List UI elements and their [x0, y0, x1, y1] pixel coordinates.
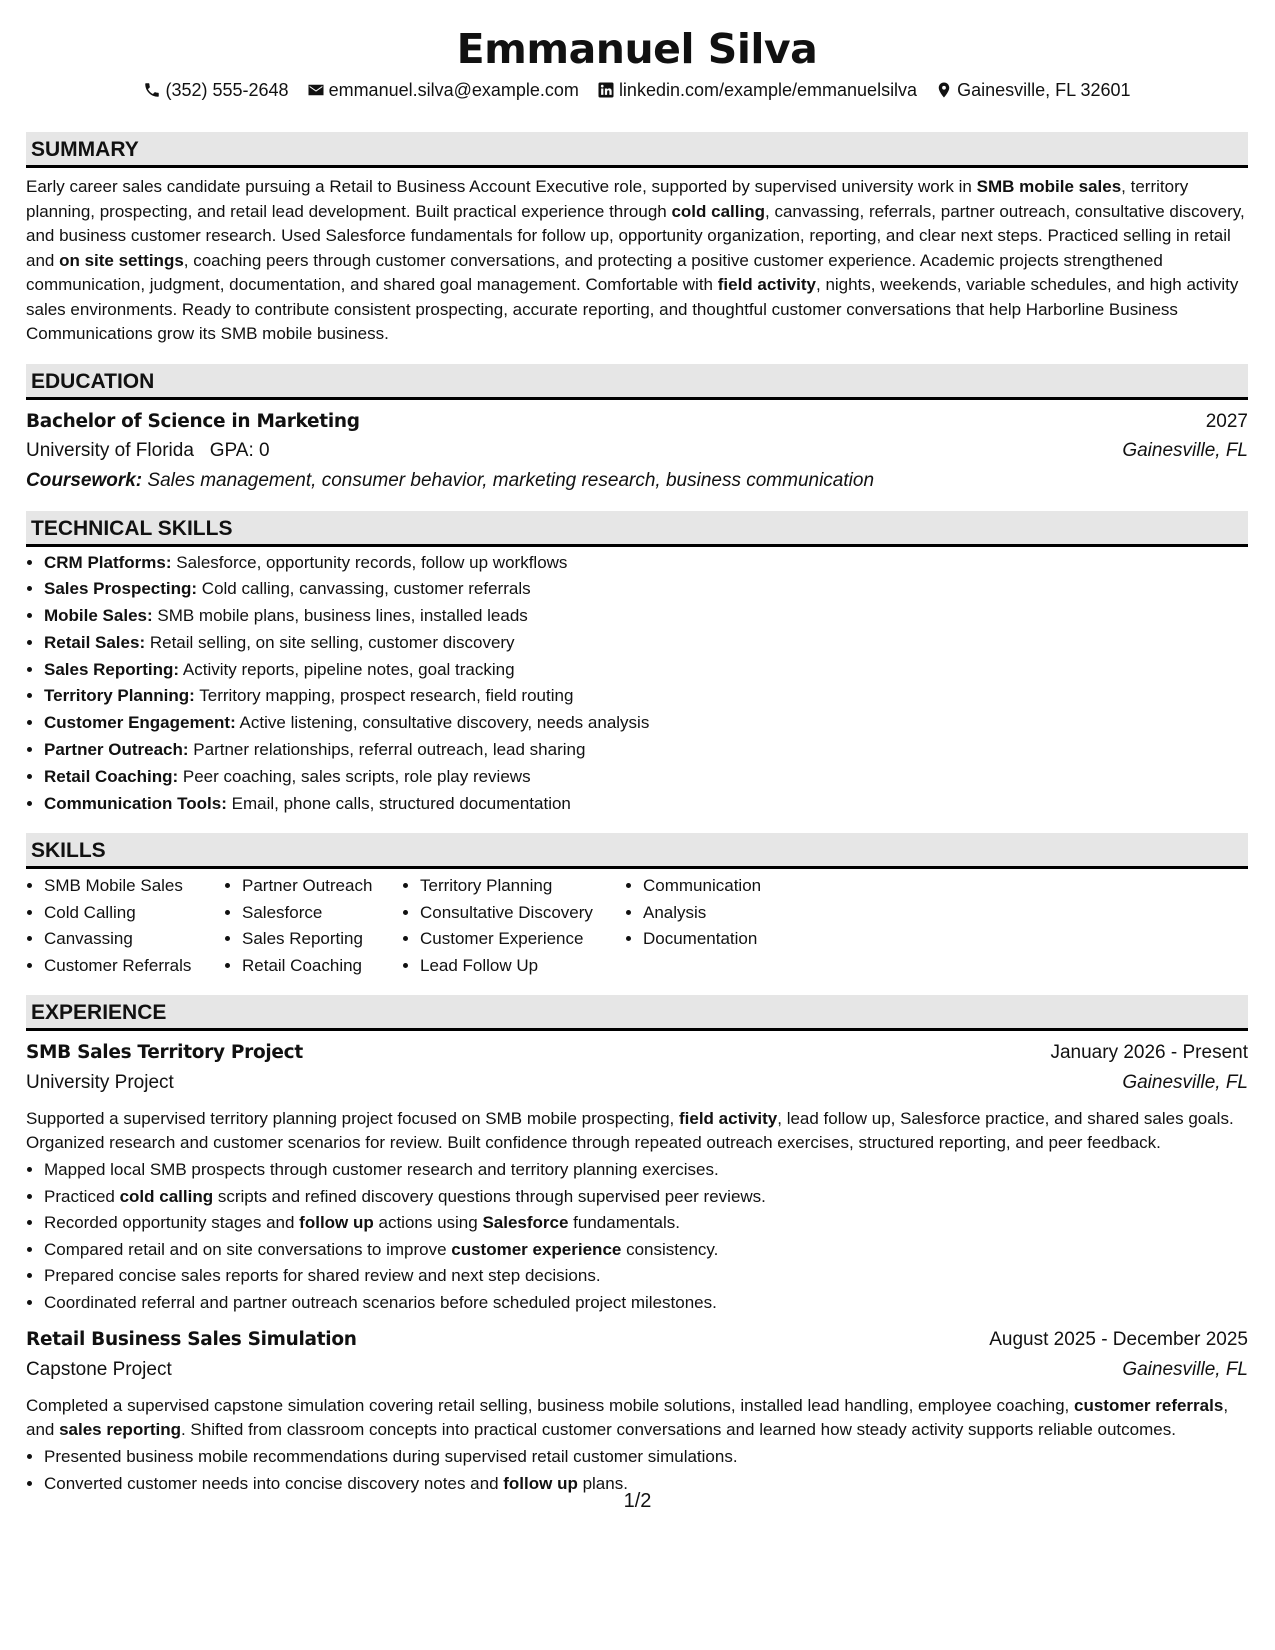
job-bullets [26, 1157, 1248, 1316]
skill-detail: Peer coaching, sales scripts, role play reviews [182, 766, 531, 786]
summary-header: SUMMARY [26, 132, 1248, 168]
skill-category: Retail Sales: [44, 632, 146, 652]
skill-category: Customer Engagement: [44, 713, 236, 733]
job-title: Retail Business Sales Simulation [26, 1329, 357, 1351]
description-emphasis: field activity [678, 1109, 778, 1129]
list-item: • Lead Follow Up [420, 953, 625, 980]
skills-grid [26, 873, 1248, 979]
experience-header: EXPERIENCE [26, 995, 1248, 1031]
skill-category: Sales Reporting: [44, 659, 180, 679]
job-row-2 [26, 1068, 1248, 1098]
email-text: emmanuel.silva@example.com [328, 80, 579, 100]
skills-column [402, 873, 625, 979]
list-item [44, 1263, 1248, 1290]
bullet-emphasis: cold calling [119, 1186, 214, 1206]
skills-column [26, 873, 224, 979]
summary-emphasis: SMB mobile sales [976, 177, 1122, 196]
job-row-1 [26, 1324, 1248, 1355]
graduation-year: 2027 [1205, 410, 1248, 432]
summary-emphasis: cold calling [671, 201, 765, 221]
skill-detail: Email, phone calls, structured documentation [231, 793, 571, 813]
skill-detail: SMB mobile plans, business lines, installed leads [157, 606, 528, 626]
skills-header: SKILLS [26, 833, 1248, 869]
skill-detail: Retail selling, on site selling, customer discovery [149, 632, 515, 652]
list-item: • Retail Coaching [242, 953, 402, 980]
linkedin-icon [597, 81, 615, 99]
list-item [44, 576, 1248, 603]
linkedin-text: linkedin.com/example/emmanuelsilva [618, 80, 918, 100]
education-header: EDUCATION [26, 364, 1248, 400]
bullet-text: Prepared concise sales reports for shared review and next step decisions. [44, 1266, 601, 1286]
list-item: • Analysis [643, 900, 823, 927]
bullet-text: fundamentals. [568, 1213, 680, 1233]
description-emphasis: sales reporting [59, 1420, 181, 1440]
job-location: Gainesville, FL [1122, 1359, 1248, 1381]
skill-category: Partner Outreach: [44, 740, 189, 760]
coursework-text: Sales management, consumer behavior, marketing research, business communication [147, 469, 875, 491]
bullet-emphasis: follow up [299, 1213, 374, 1233]
description-part: , lead follow up, Salesforce practice, and shared sales goals. Organized research and customer scenarios for review. Built confidence through repeated outreach exercises, structured reporting, and peer feedback. [26, 1109, 1234, 1153]
list-item [44, 603, 1248, 630]
phone-text: (352) 555-2648 [165, 80, 289, 100]
bullet-text: scripts and refined discovery questions through supervised peer reviews. [213, 1186, 766, 1206]
bullet-text: Presented business mobile recommendations during supervised retail customer simulations. [44, 1447, 738, 1467]
contact-phone [143, 78, 288, 102]
envelope-icon [307, 81, 325, 99]
job-title: SMB Sales Territory Project [26, 1042, 303, 1064]
list-item [44, 1184, 1248, 1211]
list-item: • Canvassing [44, 926, 224, 953]
page-number: 1/2 [623, 1490, 652, 1512]
bullet-text: Practiced [44, 1186, 120, 1206]
bullet-text: plans. [577, 1473, 628, 1493]
degree: Bachelor of Science in Marketing [26, 410, 360, 432]
bullet-text: actions using [373, 1213, 483, 1233]
list-item [44, 1444, 1248, 1471]
summary-part: , nights, weekends, variable schedules, and high activity sales environments. Ready to contribute consistent prospecting, accurate reporting, and thoughtful customer conversations that help Harborline Business Communications grow its SMB mobile business. [26, 275, 1239, 343]
skill-detail: Salesforce, opportunity records, follow up workflows [176, 552, 568, 572]
skill-category: Communication Tools: [44, 793, 227, 813]
description-part: , and [26, 1396, 1229, 1440]
bullet-text: Recorded opportunity stages and [44, 1213, 300, 1233]
education-row-2 [26, 436, 1248, 466]
list-item [44, 550, 1248, 577]
summary-part: , canvassing, referrals, partner outreach, consultative discovery, and business customer research. Used Salesforce fundamentals for follow up, opportunity organization, reporting, and clear next steps. Practiced selling in retail and [26, 201, 1245, 270]
job-dates: January 2026 - Present [1050, 1042, 1248, 1064]
coursework [26, 466, 1248, 496]
list-item [44, 630, 1248, 657]
description-part: Supported a supervised territory planning project focused on SMB mobile prospecting, [26, 1109, 679, 1129]
contact-bar [26, 78, 1248, 102]
job-row-2 [26, 1355, 1248, 1385]
job-dates: August 2025 - December 2025 [989, 1329, 1248, 1351]
resume-page [26, 0, 1248, 1497]
list-item: • SMB Mobile Sales [44, 873, 224, 900]
bullet-emphasis: customer experience [451, 1239, 622, 1259]
skills-column [625, 873, 823, 979]
description-emphasis: customer referrals [1074, 1396, 1224, 1416]
summary-emphasis: field activity [717, 275, 816, 294]
summary-text [26, 175, 1248, 347]
list-item: • Communication [643, 873, 823, 900]
list-item: • Salesforce [242, 900, 402, 927]
list-item [44, 791, 1248, 818]
list-item: • Partner Outreach [242, 873, 402, 900]
technical-skills-header: TECHNICAL SKILLS [26, 511, 1248, 547]
bullet-text: Coordinated referral and partner outreach scenarios before scheduled project milestones. [44, 1292, 717, 1312]
list-item: • Customer Experience [420, 926, 625, 953]
bullet-text: Converted customer needs into concise discovery notes and [44, 1473, 504, 1493]
map-pin-icon [935, 81, 953, 99]
candidate-name: Emmanuel Silva [456, 25, 818, 73]
summary-part: , territory planning, prospecting, and retail lead development. Built practical experience through [26, 177, 1189, 221]
bullet-text: consistency. [621, 1239, 719, 1259]
list-item: • Sales Reporting [242, 926, 402, 953]
list-item: • Customer Referrals [44, 953, 224, 980]
technical-skills-list [26, 550, 1248, 818]
skill-detail: Active listening, consultative discovery, needs analysis [239, 713, 650, 733]
job-row-1 [26, 1037, 1248, 1068]
job-org: University Project [26, 1072, 174, 1094]
location-text: Gainesville, FL 32601 [957, 80, 1131, 100]
bullet-emphasis: follow up [503, 1473, 578, 1493]
coursework-label: Coursework: [26, 469, 143, 491]
description-part: . Shifted from classroom concepts into practical customer conversations and learned how steady activity supports reliable outcomes. [180, 1420, 1176, 1440]
skills-column [224, 873, 402, 979]
contact-location [935, 78, 1130, 102]
phone-icon [143, 81, 161, 99]
list-item [44, 737, 1248, 764]
skill-category: Territory Planning: [44, 686, 195, 706]
job-location: Gainesville, FL [1122, 1072, 1248, 1094]
list-item: • Territory Planning [420, 873, 625, 900]
list-item [44, 683, 1248, 710]
bullet-text: Mapped local SMB prospects through customer research and territory planning exercises. [44, 1160, 719, 1180]
list-item [44, 1210, 1248, 1237]
summary-emphasis: on site settings [59, 250, 184, 270]
school-location: Gainesville, FL [1122, 439, 1248, 461]
education-row-1 [26, 408, 1248, 436]
skill-category: Retail Coaching: [44, 766, 179, 786]
job-description [26, 1107, 1248, 1155]
list-item: • Cold Calling [44, 900, 224, 927]
list-item: • Documentation [643, 926, 823, 953]
bullet-emphasis: Salesforce [482, 1213, 569, 1233]
list-item [44, 1237, 1248, 1264]
skill-category: Mobile Sales: [44, 606, 153, 626]
gpa: GPA: 0 [209, 439, 270, 461]
job-description [26, 1394, 1248, 1442]
summary-part: Early career sales candidate pursuing a Retail to Business Account Executive role, supported by supervised university work in [26, 177, 977, 196]
skill-detail: Partner relationships, referral outreach, lead sharing [193, 740, 586, 760]
school-line [26, 436, 270, 466]
skill-category: Sales Prospecting: [44, 579, 198, 599]
school-name: University of Florida [26, 439, 194, 461]
list-item [44, 710, 1248, 737]
list-item [44, 657, 1248, 684]
list-item [44, 1157, 1248, 1184]
list-item [44, 1290, 1248, 1317]
description-part: Completed a supervised capstone simulation covering retail selling, business mobile solutions, installed lead handling, employee coaching, [26, 1396, 1074, 1416]
skill-detail: Cold calling, canvassing, customer referrals [201, 579, 531, 599]
skill-category: CRM Platforms: [44, 552, 172, 572]
contact-email[interactable] [307, 78, 579, 102]
list-item: • Consultative Discovery [420, 900, 625, 927]
bullet-text: Compared retail and on site conversations to improve [44, 1239, 452, 1259]
summary-part: , coaching peers through customer conversations, and protecting a positive customer experience. Academic projects strengthened communication, judgment, documentation, and shared goal management. Comfortable with [26, 250, 1163, 294]
skill-detail: Territory mapping, prospect research, field routing [199, 686, 574, 706]
skill-detail: Activity reports, pipeline notes, goal tracking [182, 659, 515, 679]
list-item [44, 764, 1248, 791]
job-org: Capstone Project [26, 1359, 172, 1381]
contact-linkedin[interactable] [597, 78, 917, 102]
